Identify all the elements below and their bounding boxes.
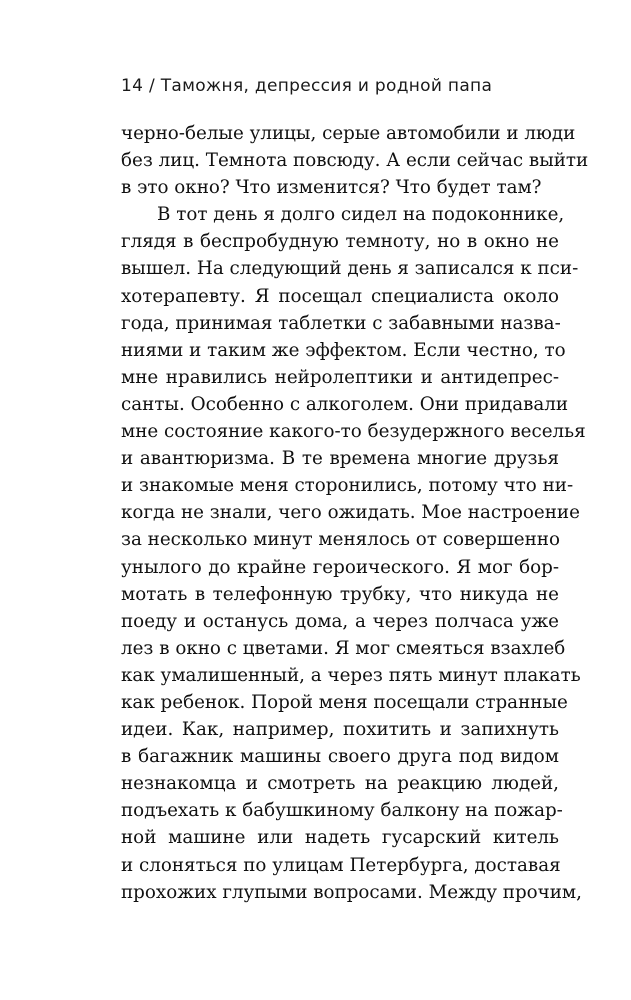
text-line: подъехать к бабушкиному балкону на пожар- bbox=[121, 800, 563, 822]
text-line: незнакомца и смотреть на реакцию людей, bbox=[121, 773, 559, 795]
text-line: в багажник машины своего друга под видом bbox=[121, 746, 559, 768]
text-line: мне нравились нейролептики и антидепрес- bbox=[121, 366, 559, 388]
text-line: в это окно? Что изменится? Что будет там? bbox=[121, 177, 542, 199]
text-line: и знакомые меня сторонились, потому что ни- bbox=[121, 475, 574, 497]
text-line: ной машине или надеть гусарский китель bbox=[121, 827, 559, 849]
text-line: прохожих глупыми вопросами. Между прочим, bbox=[121, 881, 582, 903]
paragraph-first-line: В тот день я долго сидел на подоконнике, bbox=[157, 204, 565, 226]
text-line: вышел. На следующий день я записался к пси- bbox=[121, 258, 579, 280]
header-separator: / bbox=[148, 76, 155, 96]
text-line: без лиц. Темнота повсюду. А если сейчас выйти bbox=[121, 150, 589, 172]
text-line: глядя в беспробудную темноту, но в окно не bbox=[121, 231, 559, 253]
text-line: лез в окно с цветами. Я мог смеяться взахлеб bbox=[121, 637, 566, 659]
text-line: мотать в телефонную трубку, что никуда не bbox=[121, 583, 559, 605]
text-line: поеду и останусь дома, а через полчаса уже bbox=[121, 610, 559, 632]
text-line: как умалишенный, а через пять минут плакать bbox=[121, 664, 581, 686]
text-line: и слоняться по улицам Петербурга, доставая bbox=[121, 854, 561, 876]
text-line: и авантюризма. В те времена многие друзья bbox=[121, 448, 559, 470]
text-line: идеи. Как, например, похитить и запихнуть bbox=[121, 719, 559, 741]
text-line: года, принимая таблетки с забавными назва- bbox=[121, 312, 561, 334]
text-line: санты. Особенно с алкоголем. Они придавали bbox=[121, 393, 569, 415]
chapter-title: Таможня, депрессия и родной папа bbox=[160, 76, 493, 96]
text-line: унылого до крайне героического. Я мог бор- bbox=[121, 556, 559, 578]
text-line: ниями и таким же эффектом. Если честно, то bbox=[121, 339, 566, 361]
text-line: хотерапевту. Я посещал специалиста около bbox=[121, 285, 559, 307]
text-line: когда не знали, чего ожидать. Мое настроение bbox=[121, 502, 580, 524]
text-line: как ребенок. Порой меня посещали странные bbox=[121, 691, 568, 713]
text-line: за несколько минут менялось от совершенно bbox=[121, 529, 560, 551]
page-number: 14 bbox=[121, 76, 144, 96]
text-line: черно-белые улицы, серые автомобили и люди bbox=[121, 123, 576, 144]
text-line: мне состояние какого-то безудержного веселья bbox=[121, 421, 586, 443]
body-text bbox=[121, 120, 589, 906]
running-header bbox=[121, 76, 492, 96]
